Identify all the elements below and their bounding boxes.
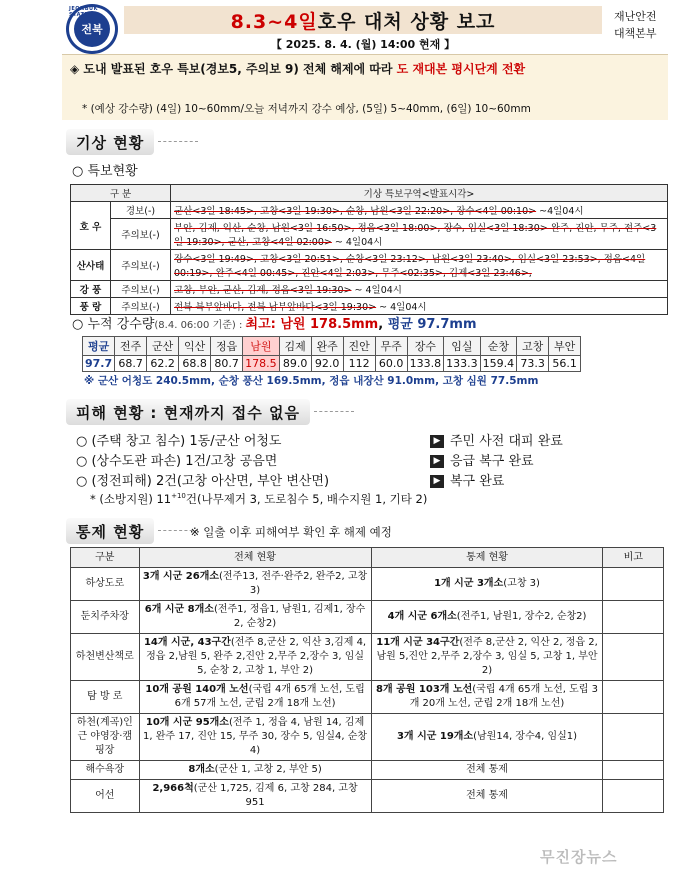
damage-action: ▶ 응급 복구 완료: [430, 450, 534, 469]
control-category: 해수욕장: [71, 761, 140, 780]
rainfall-value: 133.8: [407, 356, 444, 372]
control-category: 하상도로: [71, 568, 140, 601]
warning-category: 풍 랑: [71, 298, 111, 315]
control-remark: [603, 681, 664, 714]
control-status: 3개 시군 19개소(남원14, 장수4, 임실1): [371, 714, 603, 761]
notice-highlight: 도 재대본 평시단계 전환: [396, 62, 526, 76]
arrow-right-icon: ▶: [430, 475, 444, 488]
table-row: [71, 634, 664, 681]
control-category: 하천변산책로: [71, 634, 140, 681]
notice-text: ◈ 도내 발표된 호우 특보(경보5, 주의보 9) 전체 해제에 따라: [70, 62, 397, 76]
warning-category: 강 풍: [71, 281, 111, 298]
rainfall-region: 완주: [311, 337, 343, 356]
warning-area: 고창, 부안, 군산, 김제, 정읍<3일 19:30> ~ 4일04시: [171, 281, 668, 298]
damage-action: ▶ 주민 사전 대피 완료: [430, 430, 563, 449]
control-table: [70, 547, 664, 813]
table-row: [71, 601, 664, 634]
rainfall-region: 임실: [444, 337, 481, 356]
table-header: 구 분: [71, 185, 171, 202]
control-total: 6개 시군 8개소(전주1, 정읍1, 남원1, 김제1, 장수2, 순창2): [139, 601, 371, 634]
control-total: 10개 공원 140개 노선(국립 4개 65개 노선, 도립 6개 57개 노선, 군립 2개 18개 노선): [139, 681, 371, 714]
rainfall-region: 김제: [279, 337, 311, 356]
control-status: 전체 통제: [371, 761, 603, 780]
logo-text: 전북: [74, 11, 110, 47]
warning-area: 부안, 김제, 익산, 순창, 남원<3일 16:50>, 정읍<3일 18:00>, 장수, 임실<3일 18:30> 완주, 진안, 무주, 전주<3일 19:30>, 군산, 고창<4일 02:00> ~ 4일04시: [171, 219, 668, 250]
rainfall-region: 전주: [115, 337, 147, 356]
watermark: 무진장뉴스: [540, 848, 618, 866]
table-header-row: [71, 185, 668, 202]
damage-item: ○ (주택 창고 침수) 1동/군산 어청도: [76, 434, 282, 449]
rainfall-region: 순창: [480, 337, 517, 356]
control-remark: [603, 780, 664, 813]
arrow-right-icon: ▶: [430, 455, 444, 468]
rainfall-region: 정읍: [211, 337, 243, 356]
damage-action: ▶ 복구 완료: [430, 470, 504, 489]
warning-category: 호 우: [71, 202, 111, 250]
rainfall-region: 진안: [343, 337, 375, 356]
control-total: 2,966척(군산 1,725, 김제 6, 고창 284, 고창 951: [139, 780, 371, 813]
rainfall-value: 112: [343, 356, 375, 372]
table-row: [71, 568, 664, 601]
table-row: [71, 780, 664, 813]
rainfall-value: 133.3: [444, 356, 481, 372]
report-date: 【 2025. 8. 4. (월) 14:00 현재 】: [270, 38, 456, 51]
table-row: [71, 761, 664, 780]
warning-level: 주의보(-): [111, 298, 171, 315]
rainfall-region: 남원: [243, 337, 280, 356]
control-status: 1개 시군 3개소(고창 3): [371, 568, 603, 601]
report-header: [8, 4, 676, 54]
control-status: 4개 시군 6개소(전주1, 남원1, 장수2, 순창2): [371, 601, 603, 634]
control-total: 14개 시군, 43구간(전주 8,군산 2, 익산 3,김제 4, 정읍 2,남원 5, 완주 2,진안 2,무주 2,장수 3, 임실 5, 순창 2, 고창 1, 부안 2): [139, 634, 371, 681]
jeonbuk-logo: JEONBUK STATE 전북: [66, 4, 118, 54]
table-header: 기상 특보구역<발표시각>: [171, 185, 668, 202]
control-status: 전체 통제: [371, 780, 603, 813]
table-row: [71, 298, 668, 315]
rainfall-max: 최고: 남원 178.5mm: [245, 317, 379, 332]
table-row: [71, 681, 664, 714]
control-total: 3개 시군 26개소(전주13, 전주·완주2, 완주2, 고창3): [139, 568, 371, 601]
title-date-range: 8.3~4일: [230, 10, 318, 33]
control-note: ※ 일출 이후 피해여부 확인 후 해제 예정: [190, 525, 392, 539]
control-remark: [603, 568, 664, 601]
rainfall-region: 고창: [517, 337, 549, 356]
rainfall-value: 56.1: [549, 356, 581, 372]
rainfall-note: ※ 군산 어청도 240.5mm, 순창 풍산 169.5mm, 정읍 내장산 91.0mm, 고창 심원 77.5mm: [84, 375, 539, 387]
rainfall-value: 73.3: [517, 356, 549, 372]
rainfall-subheading: ○ 누적 강수량(8.4. 06:00 기준) : 최고: 남원 178.5mm, 평균 97.7mm: [72, 317, 477, 332]
report-title: [124, 6, 602, 34]
table-row: [71, 714, 664, 761]
warning-level: 주의보(-): [111, 250, 171, 281]
control-total: 8개소(군산 1, 고창 2, 부안 5): [139, 761, 371, 780]
rainfall-value: 92.0: [311, 356, 343, 372]
rainfall-value: 178.5: [243, 356, 280, 372]
warning-table: [70, 184, 668, 315]
warning-level: 경보(-): [111, 202, 171, 219]
control-status: 8개 공원 103개 노선(국립 4개 65개 노선, 도립 3개 20개 노선, 군립 2개 18개 노선): [371, 681, 603, 714]
rainfall-value: 60.0: [375, 356, 407, 372]
warning-level: 주의보(-): [111, 219, 171, 250]
summary-notice: [62, 54, 668, 120]
warning-area: 장수<3일 19:49>, 고창<3일 20:51>, 순창<3일 23:12>, 남원<3일 23:40>, 임실<3일 23:53>, 정읍<4일 00:19>, 완주<4일 00:45>, 진안<4일 2:03>, 무주<02:35>, 김제<3일 23:46>,: [171, 250, 668, 281]
table-row: [71, 219, 668, 250]
control-status: 11개 시군 34구간(전주 8,군산 2, 익산 2, 정읍 2,남원 5,진안 2,무주 2,장수 3, 임실 5, 고창 1, 부안 2): [371, 634, 603, 681]
arrow-right-icon: ▶: [430, 435, 444, 448]
rainfall-value-row: [83, 356, 581, 372]
control-remark: [603, 761, 664, 780]
rainfall-avg: 평균 97.7mm: [387, 317, 477, 332]
warning-area: 전북 북부앞바다, 전북 남부앞바다<3일 19:30> ~ 4일04시: [171, 298, 668, 315]
control-category: 둔치주차장: [71, 601, 140, 634]
rainfall-region: 평균: [83, 337, 115, 356]
org-name: 재난안전 대책본부: [614, 10, 657, 40]
rainfall-value: 97.7: [83, 356, 115, 372]
rainfall-value: 159.4: [480, 356, 517, 372]
rainfall-value: 68.7: [115, 356, 147, 372]
rainfall-region: 장수: [407, 337, 444, 356]
rainfall-value: 62.2: [147, 356, 179, 372]
rainfall-value: 89.0: [279, 356, 311, 372]
damage-item: ○ (정전피해) 2건(고창 아산면, 부안 변산면): [76, 474, 330, 489]
rainfall-header-row: [83, 337, 581, 356]
warning-subheading: ○ 특보현황: [72, 164, 138, 179]
control-category: 어선: [71, 780, 140, 813]
rainfall-value: 80.7: [211, 356, 243, 372]
table-row: [71, 281, 668, 298]
warning-category: 산사태: [71, 250, 111, 281]
control-remark: [603, 714, 664, 761]
rainfall-region: 익산: [179, 337, 211, 356]
rainfall-table: [82, 336, 581, 372]
warning-level: 주의보(-): [111, 281, 171, 298]
control-category: 하천(계곡)인근 야영장·캠핑장: [71, 714, 140, 761]
table-header-row: 구분 전체 현황 통제 현황 비고: [71, 548, 664, 568]
control-category: 탐 방 로: [71, 681, 140, 714]
section-control-heading: 통제 현황: [66, 518, 154, 544]
notice-forecast: * (예상 강수량) (4일) 10~60mm/오늘 저녁까지 강수 예상, (5일) 5~40mm, (6일) 10~60mm: [82, 103, 531, 115]
rainfall-value: 68.8: [179, 356, 211, 372]
table-row: [71, 202, 668, 219]
control-remark: [603, 634, 664, 681]
rainfall-region: 군산: [147, 337, 179, 356]
fire-support-note: * (소방지원) $11^{+10}$건(나무제거 3, 도로침수 5, 배수지원 1, 기타 2): [90, 492, 428, 506]
rainfall-region: 무주: [375, 337, 407, 356]
warning-area: 군산<3일 18:45>, 고창<3일 19:30>, 순창, 남원<3일 22:20>, 장수<4일 00:10> ~4일04시: [171, 202, 668, 219]
section-damage-heading: 피해 현황 : 현재까지 접수 없음: [66, 399, 310, 425]
control-total: 10개 시군 95개소(전주 1, 정읍 4, 남원 14, 김제 1, 완주 17, 진안 15, 무주 30, 장수 5, 임실4, 순창4): [139, 714, 371, 761]
title-text: 호우 대처 상황 보고: [317, 10, 496, 33]
table-row: [71, 250, 668, 281]
rainfall-region: 부안: [549, 337, 581, 356]
control-remark: [603, 601, 664, 634]
damage-item: ○ (상수도관 파손) 1건/고창 공음면: [76, 454, 278, 469]
section-weather-heading: 기상 현황: [66, 129, 154, 155]
